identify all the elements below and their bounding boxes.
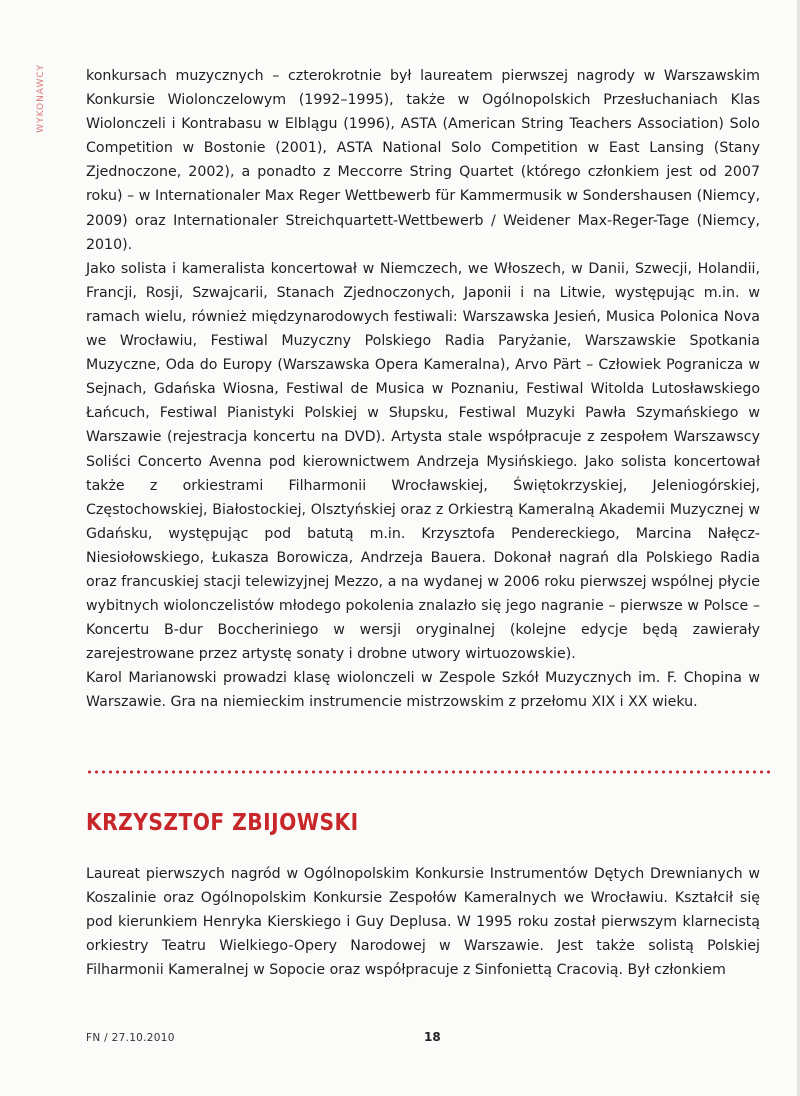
section-side-tag: WYKONAWCY: [36, 64, 46, 133]
biography-paragraph: Jako solista i kameralista koncertował w Niemczech, we Włoszech, w Danii, Szwecji, Holandii, Francji, Rosji, Szwajcarii, Stanach Zjednoczonych, Japonii i na Litwie, występując m.in. w ramach wielu, również międzynarodowych festiwali: Warszawska Jesień, Musica Polonica Nova we Wrocławiu, Festiwal Muzyczny Polskiego Radia Paryżanie, Warszawskie Spotkania Muzyczne, Oda do Europy (Warszawska Opera Kameralna), Arvo Pärt – Człowiek Pogranicza w Sejnach, Gdańska Wiosna, Festiwal de Musica w Poznaniu, Festiwal Witolda Lutosławskiego Łańcuch, Festiwal Pianistyki Polskiej w Słupsku, Festiwal Muzyki Pawła Szymańskiego w Warszawie (rejestracja koncertu na DVD). Artysta stale współpracuje z zespołem Warszawscy Soliści Concerto Avenna pod kierownictwem Andrzeja Mysińskiego. Jako solista koncertował także z orkiestrami Filharmonii Wrocławskiej, Świętokrzyskiej, Jeleniogórskiej, Częstochowskiej, Białostockiej, Olsztyńskiej oraz z Orkiestrą Kameralną Akademii Muzycznej w Gdańsku, występując pod batutą m.in. Krzysztofa Pendereckiego, Marcina Nałęcz-Niesiołowskiego, Łukasza Borowicza, Andrzeja Bauera. Dokonał nagrań dla Polskiego Radia oraz francuskiej stacji telewizyjnej Mezzo, a na wydanej w 2006 roku pierwszej wspólnej płycie wybitnych wiolonczelistów młodego pokolenia znalazło się jego nagranie – pierwsze w Polsce – Koncertu B-dur Boccheriniego w wersji oryginalnej (kolejne edycje będą zawierały zarejestrowane przez artystę sonaty i drobne utwory wirtuozowskie).: [86, 260, 760, 663]
dotted-divider: [86, 770, 770, 774]
biography-text-block-1: [86, 64, 760, 715]
biography-paragraph: konkursach muzycznych – czterokrotnie był laureatem pierwszej nagrody w Warszawskim Konkursie Wiolonczelowym (1992–1995), także w Ogólnopolskich Przesłuchaniach Klas Wiolonczeli i Kontrabasu w Elblągu (1996), ASTA (American String Teachers Association) Solo Competition w Bostonie (2001), ASTA National Solo Competition w East Lansing (Stany Zjednoczone, 2002), a ponadto z Meccorre String Quartet (którego członkiem jest od 2007 roku) – w Internationaler Max Reger Wettbewerb für Kammermusik w Sondershausen (Niemcy, 2009) oraz Internationaler Streichquartett-Wettbewerb / Weidener Max-Reger-Tage (Niemcy, 2010).: [86, 68, 760, 253]
biography-paragraph: Karol Marianowski prowadzi klasę wiolonczeli w Zespole Szkół Muzycznych im. F. Chopina w Warszawie. Gra na niemieckim instrumencie mistrzowskim z przełomu XIX i XX wieku.: [86, 670, 760, 711]
section-title: KRZYSZTOF ZBIJOWSKI: [86, 810, 359, 836]
biography-paragraph: Laureat pierwszych nagród w Ogólnopolskim Konkursie Instrumentów Dętych Drewnianych w Koszalinie oraz Ogólnopolskim Konkursie Zespołów Kameralnych we Wrocławiu. Kształcił się pod kierunkiem Henryka Kierskiego i Guy Deplusa. W 1995 roku został pierwszym klarnecistą orkiestry Teatru Wielkiego-Opery Narodowej w Warszawie. Jest także solistą Polskiej Filharmonii Kameralnej w Sopocie oraz współpracuje z Sinfoniettą Cracovią. Był członkiem: [86, 866, 760, 979]
biography-text-block-2: [86, 862, 760, 982]
footer-issue-date: FN / 27.10.2010: [86, 1032, 175, 1044]
page-number: 18: [424, 1030, 441, 1044]
